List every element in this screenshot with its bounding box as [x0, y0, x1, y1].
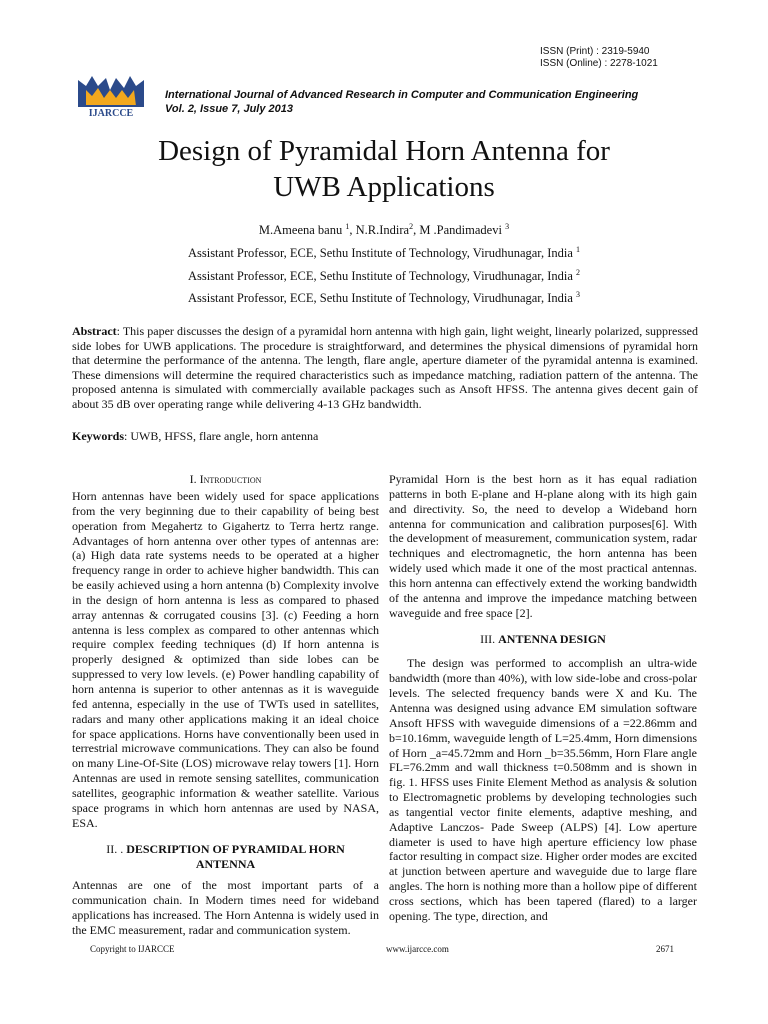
- author-list: M.Ameena banu $^1$, N.R.Indira$^2$, M .Pandimadevi $^3$: [258, 221, 510, 237]
- keywords-text: : UWB, HFSS, flare angle, horn antenna: [124, 429, 319, 443]
- pyramidal-horn-text: Pyramidal Horn is the best horn as it has equal radiation patterns in both E-plane and H-plane along with its high gain and directivity. So, the need to develop a Wideband horn antenna for communication and calibration purposes[6]. With the development of measurement, communication system, radar techniques and electromagnetic, the horn antenna has been widely used which made it one of the most practical antennas. this horn antenna can effectively extend the working bandwidth of the antenna and improve the impedance matching between waveguide and free space [2].: [389, 472, 697, 620]
- affiliation-3: [60, 290, 708, 306]
- author-name: M .Pandimadevi: [419, 223, 502, 237]
- section-title-line-2: ANTENNA: [195, 857, 256, 872]
- affiliation-1: [60, 245, 708, 261]
- section-number: I.: [189, 472, 200, 486]
- right-column: [389, 472, 697, 924]
- title-line-2: UWB Applications: [273, 171, 495, 203]
- section-title-line-1: DESCRIPTION OF PYRAMIDAL HORN: [126, 842, 345, 857]
- section-number: III.: [480, 632, 499, 647]
- affiliation-sup: 3: [576, 289, 581, 299]
- section-title: Introduction: [199, 472, 262, 486]
- logo-text: IJARCCE: [88, 108, 134, 118]
- affiliation-text: Assistant Professor, ECE, Sethu Institute of Technology, Virudhunagar, India: [187, 291, 573, 305]
- keywords-label: Keywords: [72, 429, 124, 443]
- introduction-text: Horn antennas have been widely used for space applications from the very beginning due to their capability of being best operation from Megahertz to Gigahertz to Terra hertz range. Advantages of horn antenna over other types of antennas are: (a) High data rate systems needs to be operated at a higher frequency range in order to achieve higher bandwidth. This can be easily achieved using a horn antenna (b) Complexity involve in the design of horn antenna is less as compared to phased array antennas & corrugated cousins [3]. (c) Feeding a horn antenna is less complex as compared to other antennas which require complex feeding techniques (d) If horn antenna is properly designed & optimized than side lobes can be suppressed to very low levels. (e) Power handling capability of horn antenna is superior to other antennas as it is waveguide fed antenna, especially in the use of TWTs used in satellites, radars and many other applications making it an ideal choice for space applications. Horns have conventionally been used in terrestrial microwave communications. They can also be found on many Line-Of-Site (LOS) microwave relay towers [1]. Horn Antennas are used in remote sensing satellites, communication satellites, geographic information & weather satellite. Various space programs in which horn antennas are used by NASA, ESA.: [72, 489, 379, 830]
- paper-title: [60, 133, 708, 205]
- author-sup: 1: [345, 221, 350, 231]
- abstract: [72, 324, 698, 412]
- journal-name: International Journal of Advanced Research in Computer and Communication Engineering: [165, 89, 639, 101]
- keywords: [72, 429, 698, 443]
- section-heading-antenna-design: [389, 632, 697, 647]
- abstract-text: : This paper discusses the design of a pyramidal horn antenna with high gain, light weight, linearly polarized, suppressed side lobes for UWB applications. The procedure is straightforward, and determines the physical dimensions of pyramidal horn that determine the performance of the antenna. The length, flare angle, aperture diameter of the pyramidal antenna is examined. These dimensions will determine the required characteristics such as impedance matching, radiation pattern of the antenna. The proposed antenna is simulated with commercially available packages such as Ansoft HFSS. The antenna gives decent gain of about 35 dB over operating range while delivering 4-13 GHz bandwidth.: [72, 324, 698, 411]
- author-name: N.R.Indira: [355, 223, 410, 237]
- section-title: ANTENNA DESIGN: [498, 632, 606, 647]
- affiliation-sup: 2: [576, 267, 581, 277]
- footer-website: www.ijarcce.com: [386, 944, 449, 954]
- author-sup: 2: [409, 221, 414, 231]
- section-heading-description: [72, 842, 379, 872]
- author-name: M.Ameena banu: [258, 223, 343, 237]
- affiliation-text: Assistant Professor, ECE, Sethu Institute of Technology, Virudhunagar, India: [187, 246, 573, 260]
- journal-logo: [72, 72, 150, 118]
- issn-block: [540, 46, 740, 70]
- issn-online: ISSN (Online) : 2278-1021: [540, 58, 658, 69]
- affiliation-2: [60, 268, 708, 284]
- section-heading-introduction: [72, 472, 379, 487]
- issn-print: ISSN (Print) : 2319-5940: [540, 46, 650, 57]
- antenna-design-text: The design was performed to accomplish an ultra-wide bandwidth (more than 40%), with low side-lobe and cross-polar levels. The selected frequency bands were X and Ku. The Antenna was designed using advance EM simulation software Ansoft HFSS with waveguide dimensions of a =22.86mm and b=10.16mm, waveguide length of L=25.4mm, Horn dimensions of Horn _a=45.72mm and Horn _b=35.56mm, Horn Flare angle FL=76.2mm and wall thickness t=0.508mm and is shown in fig. 1. HFSS uses Finite Element Method as analysis & solution to Electromagnetic problems by developing technologies such as tangential vector finite elements, adaptive meshing, and Adaptive Lanczos- Pade Sweep (ALPS) [4]. Low aperture diameter is used to have high aperture efficiency low phase factor resulting in compact size. Higher order modes are excited at junction between aperture and waveguide due to large flare angles. The horn is nothing more than a hollow pipe of different cross sections, which has been tapered (flared) to a larger opening. The type, direction, and: [389, 656, 697, 923]
- footer-copyright: Copyright to IJARCCE: [90, 944, 175, 954]
- title-line-1: Design of Pyramidal Horn Antenna for: [158, 135, 610, 167]
- affiliation-text: Assistant Professor, ECE, Sethu Institute of Technology, Virudhunagar, India: [187, 269, 573, 283]
- description-text: Antennas are one of the most important parts of a communication chain. In Modern times need for wideband applications has increased. The Horn Antenna is widely used in the EMC measurement, radar and communication system.: [72, 878, 379, 937]
- left-column: [72, 472, 379, 938]
- author-sup: 3: [505, 221, 510, 231]
- affiliation-sup: 1: [576, 244, 581, 254]
- section-number: II. .: [106, 842, 127, 857]
- journal-header: [165, 88, 725, 116]
- abstract-label: Abstract: [72, 324, 117, 338]
- journal-volume: Vol. 2, Issue 7, July 2013: [165, 103, 293, 115]
- footer-page-number: 2671: [656, 944, 674, 954]
